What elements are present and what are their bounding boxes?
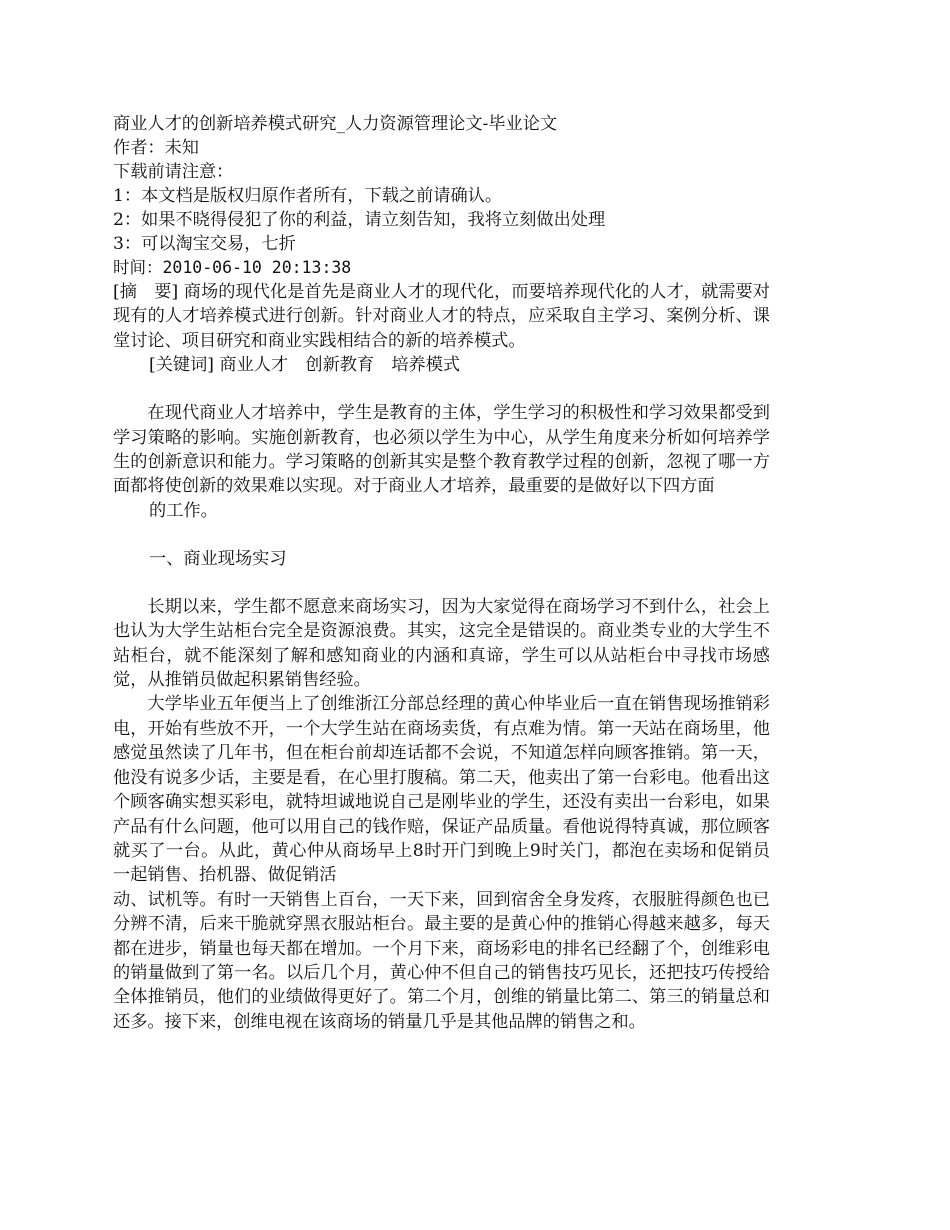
abstract: [摘 要] 商场的现代化是首先是商业人才的现代化，而要培养现代化的人才，就需要对现有的人才培养模式进行创新。针对商业人才的特点，应采取自主学习、案例分析、课堂讨论、项目研究和商业实践相结合的新的培养模式。 — [113, 282, 770, 351]
notice-item-1: 1：本文档是版权归原作者所有，下载之前请确认。 — [113, 186, 503, 206]
keywords: [关键词] 商业人才 创新教育 培养模式 — [149, 355, 461, 376]
notice-item-3: 3：可以淘宝交易，七折 — [113, 234, 296, 254]
notice-title: 下载前请注意： — [113, 162, 234, 182]
spacer — [113, 571, 770, 595]
body-paragraph-1: 长期以来，学生都不愿意来商场实习，因为大家觉得在商场学习不到什么，社会上也认为大学生站柜台完全是资源浪费。其实，这完全是错误的。商业类专业的大学生不站柜台，就不能深刻了解和感知商业的内涵和真谛，学生可以从站柜台中寻找市场感觉，从推销员做起积累销售经验。 — [113, 596, 770, 691]
document-title: 商业人才的创新培养模式研究_人力资源管理论文-毕业论文 — [113, 114, 558, 134]
body-paragraph-2: 大学毕业五年便当上了创维浙江分部总经理的黄心仲毕业后一直在销售现场推销彩电，开始有些放不开，一个大学生站在商场卖货，有点难为情。第一天站在商场里，他感觉虽然读了几年书，但在柜台前却连话都不会说，不知道怎样向顾客推销。第一天，他没有说多少话，主要是看，在心里打腹稿。第二天，他卖出了第一台彩电。他看出这个顾客确实想买彩电，就特坦诚地说自己是刚毕业的学生，还没有卖出一台彩电，如果产品有什么问题，他可以用自己的钱作赔，保证产品质量。看他说得特真诚，那位顾客就买了一台。从此，黄心仲从商场早上8时开门到晚上9时关门，都泡在卖场和促销员一起销售、抬机器、做促销活 — [113, 694, 770, 886]
notice-item-2: 2：如果不晓得侵犯了你的利益，请立刻告知，我将立刻做出处理 — [113, 210, 606, 230]
intro-paragraph: 在现代商业人才培养中，学生是教育的主体，学生学习的积极性和学习效果都受到学习策略的影响。实施创新教育，也必须以学生为中心，从学生角度来分析如何培养学生的创新意识和能力。学习策略的创新其实是整个教育教学过程的创新，忽视了哪一方面都将使创新的效果难以实现。对于商业人才培养，最重要的是做好以下四方面 — [113, 403, 770, 497]
spacer — [113, 377, 770, 401]
time-line: 时间：2010-06-10 20:13:38 — [113, 258, 352, 277]
section-heading: 一、商业现场实习 — [149, 548, 287, 569]
author-line: 作者：未知 — [113, 138, 199, 158]
intro-paragraph-tail: 的工作。 — [149, 500, 218, 521]
spacer — [113, 523, 770, 547]
body-paragraph-3: 动、试机等。有时一天销售上百台，一天下来，回到宿舍全身发疼，衣服脏得颜色也已分辨不清，后来干脆就穿黑衣服站柜台。最主要的是黄心仲的推销心得越来越多，每天都在进步，销量也每天都在增加。一个月下来，商场彩电的排名已经翻了个，创维彩电的销量做到了第一名。以后几个月，黄心仲不但自己的销售技巧见长，还把技巧传授给全体推销员，他们的业绩做得更好了。第二个月，创维的销量比第二、第三的销量总和还多。接下来，创维电视在该商场的销量几乎是其他品牌的销售之和。 — [113, 889, 770, 1032]
